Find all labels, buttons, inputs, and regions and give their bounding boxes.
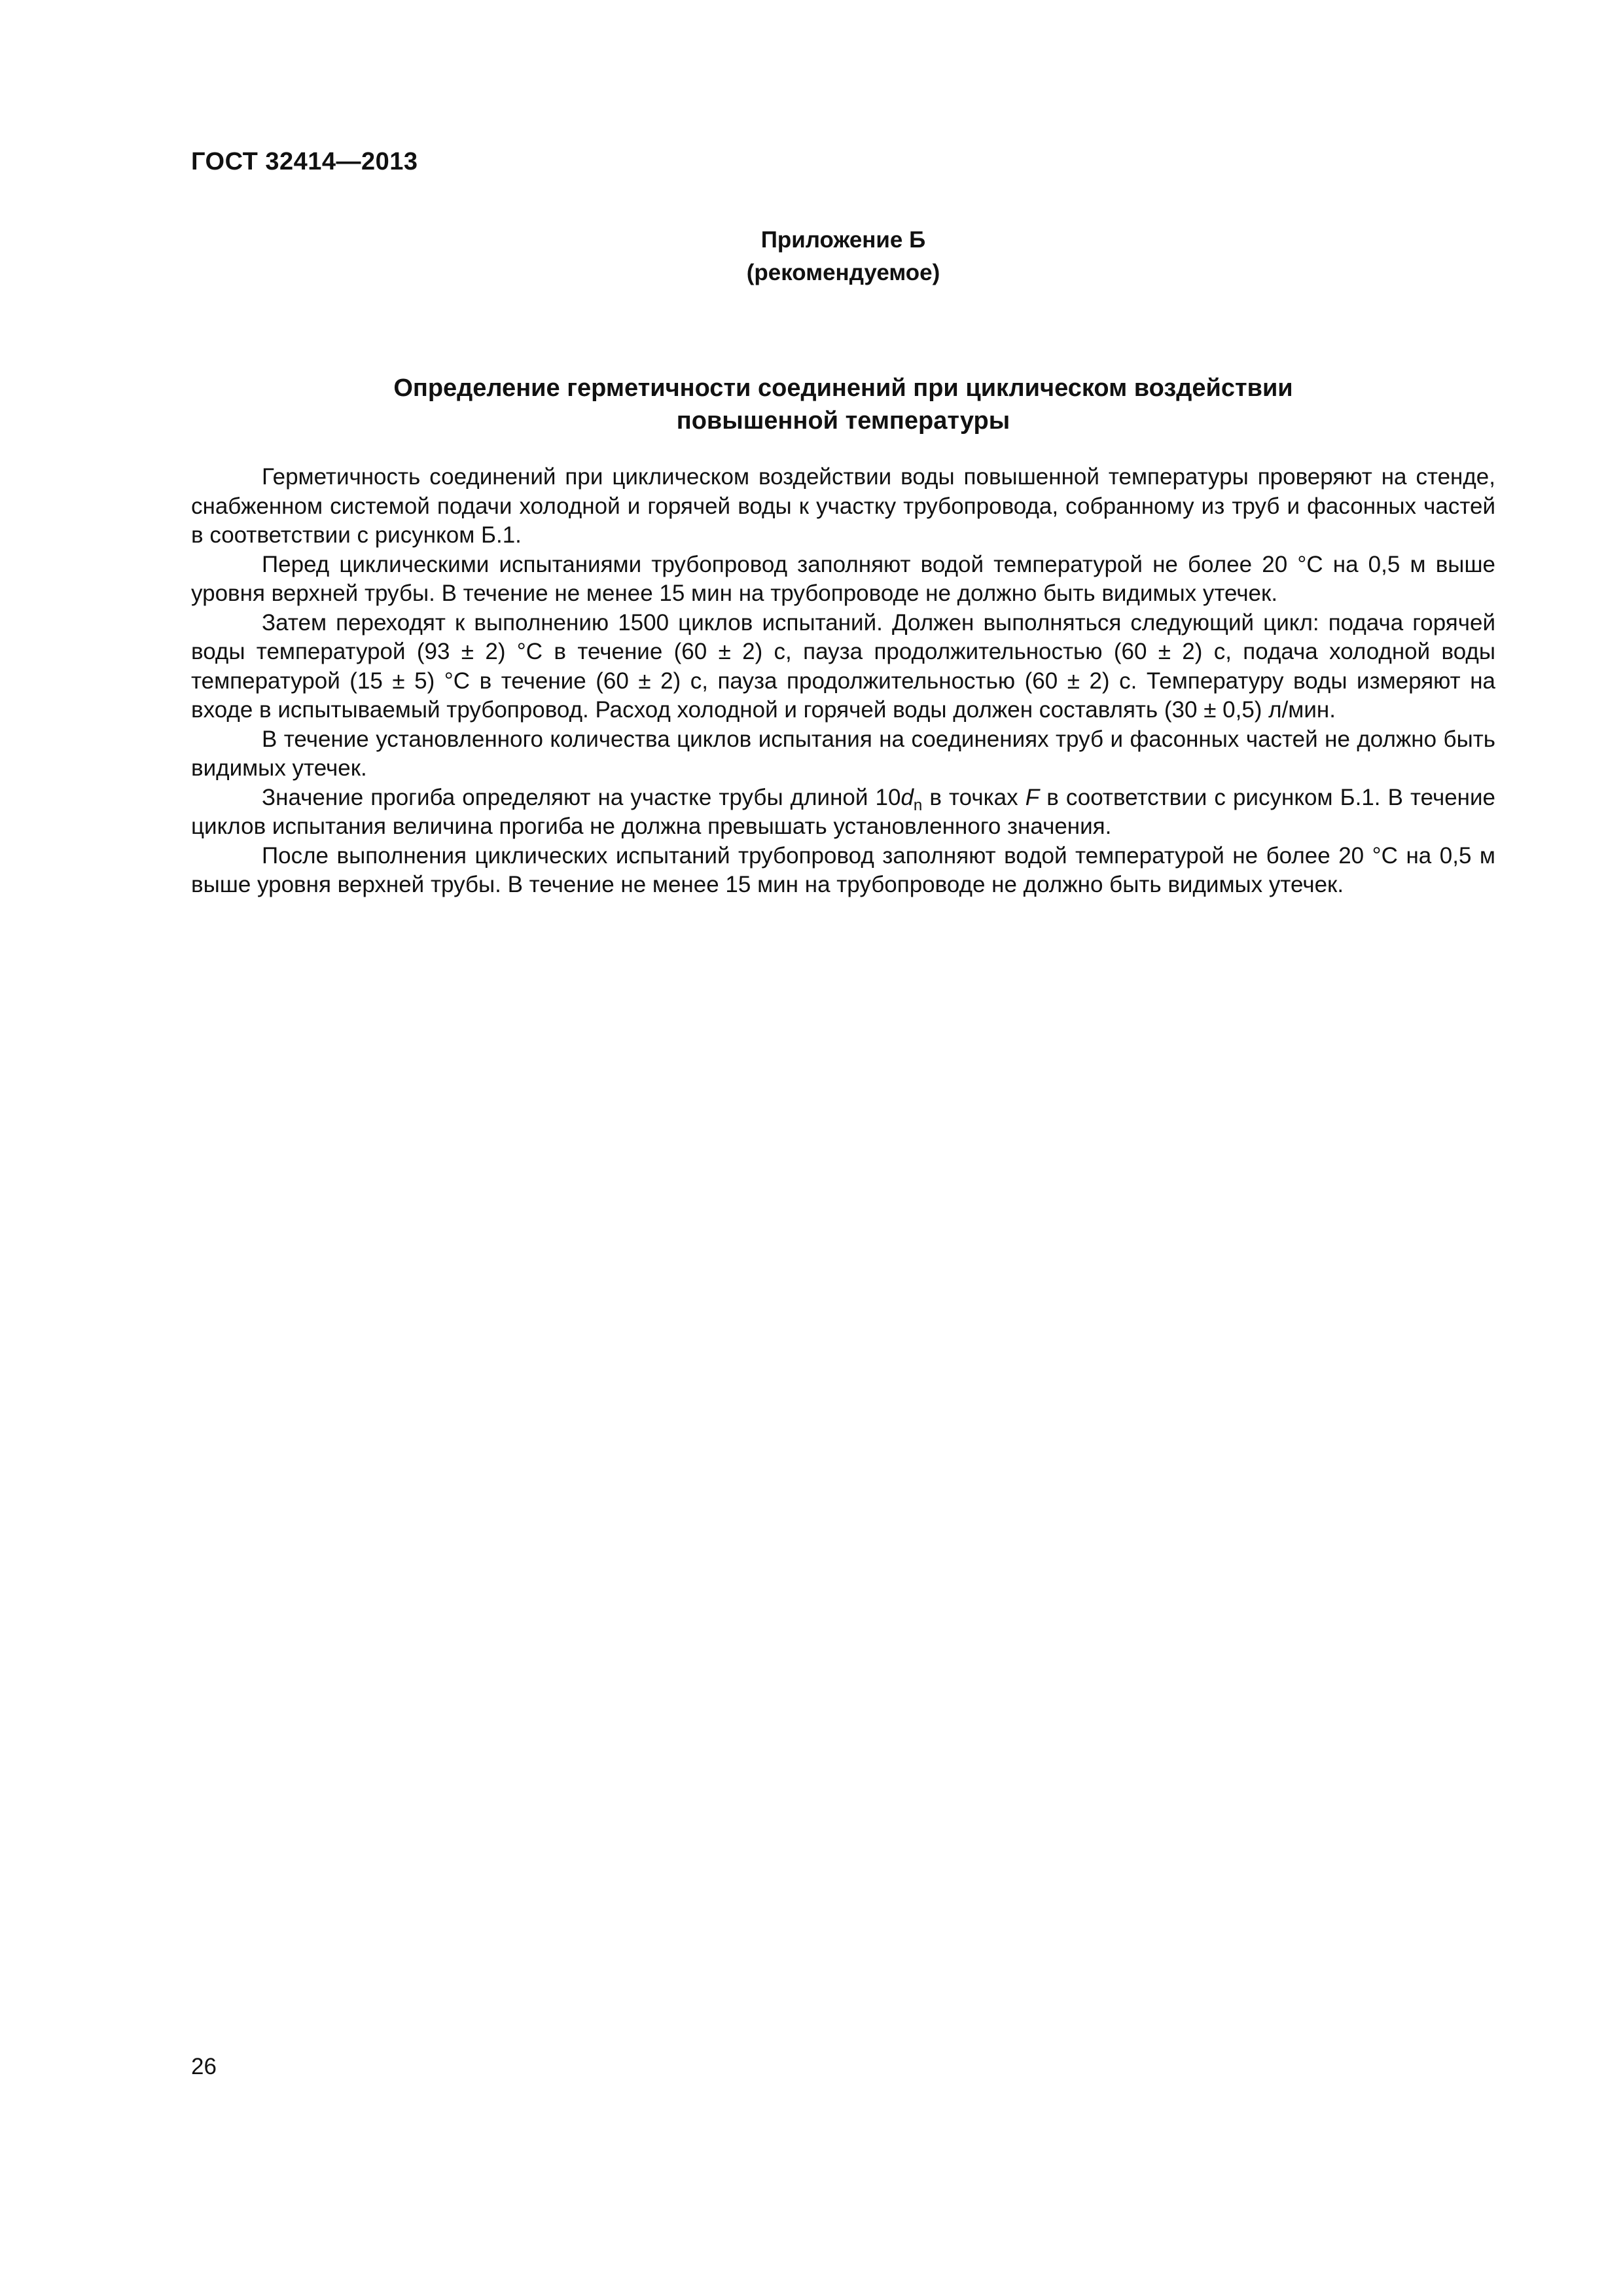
standard-code: ГОСТ 32414—2013 [191, 148, 418, 175]
page-number: 26 [191, 2054, 217, 2079]
paragraph-5-part-2: в точках [922, 784, 1026, 810]
section-title-line-1: Определение герметичности соединений при циклическом воздействии [393, 374, 1293, 402]
section-title [191, 372, 1495, 437]
section-title-line-2: повышенной температуры [676, 407, 1010, 435]
paragraph-2: Перед циклическими испытаниями трубопровод заполняют водой температурой не более 20 °С на 0,5 м выше уровня верхней трубы. В течение не менее 15 мин на трубопроводе не должно быть видимых утечек. [191, 551, 1495, 606]
paragraph-5 [191, 783, 1495, 842]
appendix-status: (рекомендуемое) [746, 260, 940, 285]
variable-d: d [901, 784, 914, 810]
appendix-heading [191, 224, 1495, 289]
paragraph-6: После выполнения циклических испытаний трубопровод заполняют водой температурой не более 20 °С на 0,5 м выше уровня верхней трубы. В течение не менее 15 мин на трубопроводе не должно быть видимых утечек. [191, 842, 1495, 897]
paragraph-5-part-1: Значение прогиба определяют на участке трубы длиной 10 [262, 784, 901, 810]
appendix-label: Приложение Б [760, 227, 926, 253]
paragraph-3: Затем переходят к выполнению 1500 циклов испытаний. Должен выполняться следующий цикл: подача горячей воды температурой (93 ± 2) °С в течение (60 ± 2) с, пауза продолжительностью (60 ± 2) с, подача холодной воды температурой (15 ± 5) °С в течение (60 ± 2) с, пауза продолжительностью (60 ± 2) с. Температуру воды измеряют на входе в испытываемый трубопровод. Расход холодной и горячей воды должен составлять (30 ± 0,5) л/мин. [191, 609, 1495, 723]
paragraph-1: Герметичность соединений при циклическом воздействии воды повышенной температуры проверяют на стенде, снабженном системой подачи холодной и горячей воды к участку трубопровода, собранному из труб и фасонных частей в соответствии с рисунком Б.1. [191, 464, 1495, 548]
body-text [191, 463, 1495, 900]
paragraph-5-part-3: в соответствии с рисунком Б.1. В течение циклов испытания величина прогиба не должна превышать установленного значения. [191, 784, 1495, 839]
subscript-n: n [913, 796, 923, 814]
paragraph-4: В течение установленного количества циклов испытания на соединениях труб и фасонных частей не должно быть видимых утечек. [191, 726, 1495, 781]
variable-f: F [1025, 784, 1040, 810]
